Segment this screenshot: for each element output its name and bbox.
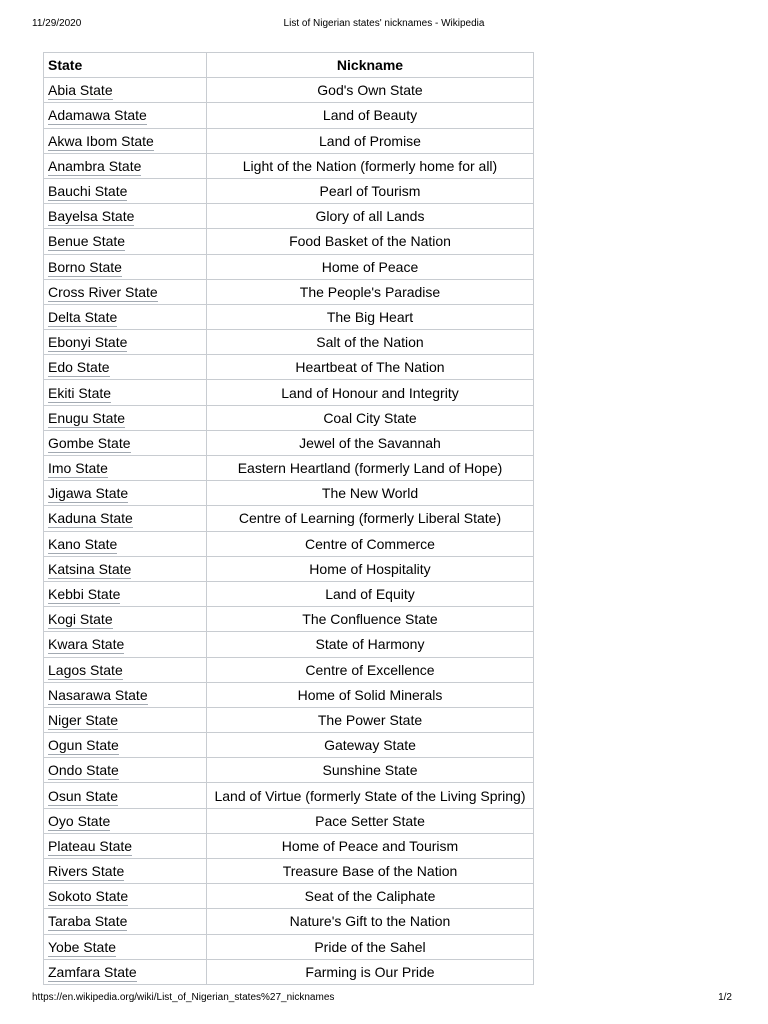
state-cell <box>44 481 207 506</box>
table-row <box>44 556 534 581</box>
table-row <box>44 456 534 481</box>
state-cell <box>44 254 207 279</box>
state-cell <box>44 607 207 632</box>
column-header-state: State <box>44 53 207 78</box>
state-cell <box>44 380 207 405</box>
state-link[interactable]: Imo State <box>48 460 108 477</box>
table-row <box>44 204 534 229</box>
nicknames-table <box>43 52 534 985</box>
table-header-row <box>44 53 534 78</box>
state-cell <box>44 103 207 128</box>
state-link[interactable]: Nasarawa State <box>48 686 148 703</box>
table-row <box>44 153 534 178</box>
nickname-cell: Centre of Commerce <box>207 531 534 556</box>
state-cell <box>44 456 207 481</box>
state-cell <box>44 78 207 103</box>
state-link[interactable]: Ebonyi State <box>48 334 128 351</box>
nickname-cell: Salt of the Nation <box>207 330 534 355</box>
table-row <box>44 279 534 304</box>
table-row <box>44 380 534 405</box>
state-cell <box>44 859 207 884</box>
state-link[interactable]: Akwa Ibom State <box>48 132 154 149</box>
table-row <box>44 808 534 833</box>
state-cell <box>44 330 207 355</box>
table-row <box>44 707 534 732</box>
nickname-cell: Gateway State <box>207 733 534 758</box>
table-row <box>44 330 534 355</box>
state-cell <box>44 632 207 657</box>
nickname-cell: Land of Honour and Integrity <box>207 380 534 405</box>
nickname-cell: Food Basket of the Nation <box>207 229 534 254</box>
state-link[interactable]: Benue State <box>48 233 126 250</box>
nickname-cell: The Big Heart <box>207 304 534 329</box>
state-cell <box>44 657 207 682</box>
state-cell <box>44 204 207 229</box>
nickname-cell: Glory of all Lands <box>207 204 534 229</box>
nickname-cell: Land of Promise <box>207 128 534 153</box>
table-row <box>44 758 534 783</box>
table-row <box>44 304 534 329</box>
state-link[interactable]: Ekiti State <box>48 384 112 401</box>
state-cell <box>44 733 207 758</box>
state-link[interactable]: Adamawa State <box>48 107 147 124</box>
state-cell <box>44 556 207 581</box>
state-link[interactable]: Kaduna State <box>48 510 133 527</box>
state-link[interactable]: Anambra State <box>48 157 142 174</box>
state-cell <box>44 355 207 380</box>
nickname-cell: Home of Hospitality <box>207 556 534 581</box>
nickname-cell: Centre of Learning (formerly Liberal State) <box>207 506 534 531</box>
nickname-cell: Jewel of the Savannah <box>207 430 534 455</box>
table-row <box>44 682 534 707</box>
table-row <box>44 909 534 934</box>
nickname-cell: Farming is Our Pride <box>207 959 534 984</box>
nickname-cell: Treasure Base of the Nation <box>207 859 534 884</box>
print-page-title: List of Nigerian states' nicknames - Wikipedia <box>283 18 485 29</box>
state-cell <box>44 884 207 909</box>
nickname-cell: Eastern Heartland (formerly Land of Hope) <box>207 456 534 481</box>
state-link[interactable]: Lagos State <box>48 661 123 678</box>
nickname-cell: Centre of Excellence <box>207 657 534 682</box>
state-link[interactable]: Niger State <box>48 711 119 728</box>
state-link[interactable]: Kano State <box>48 535 118 552</box>
table-row <box>44 833 534 858</box>
state-link[interactable]: Jigawa State <box>48 485 129 502</box>
nickname-cell: Pearl of Tourism <box>207 178 534 203</box>
state-link[interactable]: Kwara State <box>48 636 125 653</box>
table-row <box>44 430 534 455</box>
table-row <box>44 632 534 657</box>
table-row <box>44 657 534 682</box>
nickname-cell: Light of the Nation (formerly home for all) <box>207 153 534 178</box>
state-link[interactable]: Edo State <box>48 359 110 376</box>
state-cell <box>44 833 207 858</box>
table-row <box>44 254 534 279</box>
print-footer <box>0 991 768 1005</box>
state-link[interactable]: Katsina State <box>48 560 132 577</box>
page-number: 1/2 <box>718 992 732 1003</box>
state-link[interactable]: Sokoto State <box>48 888 129 905</box>
table-row <box>44 959 534 984</box>
nickname-cell: God's Own State <box>207 78 534 103</box>
state-link[interactable]: Delta State <box>48 308 118 325</box>
table-row <box>44 884 534 909</box>
table-row <box>44 783 534 808</box>
table-row <box>44 607 534 632</box>
state-cell <box>44 229 207 254</box>
state-link[interactable]: Abia State <box>48 82 113 99</box>
state-link[interactable]: Ondo State <box>48 762 119 779</box>
table-row <box>44 581 534 606</box>
nickname-cell: Home of Solid Minerals <box>207 682 534 707</box>
nickname-cell: The Confluence State <box>207 607 534 632</box>
print-header <box>0 17 768 31</box>
nickname-cell: Coal City State <box>207 405 534 430</box>
nickname-cell: Pace Setter State <box>207 808 534 833</box>
nickname-cell: The Power State <box>207 707 534 732</box>
state-link[interactable]: Rivers State <box>48 863 125 880</box>
table-row <box>44 531 534 556</box>
state-link[interactable]: Bauchi State <box>48 183 128 200</box>
state-link[interactable]: Osun State <box>48 787 119 804</box>
state-cell <box>44 909 207 934</box>
nickname-cell: Home of Peace <box>207 254 534 279</box>
state-link[interactable]: Enugu State <box>48 409 126 426</box>
table-row <box>44 103 534 128</box>
table-row <box>44 405 534 430</box>
nickname-cell: The People's Paradise <box>207 279 534 304</box>
state-cell <box>44 707 207 732</box>
nickname-cell: Sunshine State <box>207 758 534 783</box>
table-row <box>44 78 534 103</box>
state-cell <box>44 959 207 984</box>
state-cell <box>44 153 207 178</box>
nickname-cell: Seat of the Caliphate <box>207 884 534 909</box>
state-link[interactable]: Oyo State <box>48 812 111 829</box>
state-link[interactable]: Gombe State <box>48 434 131 451</box>
state-cell <box>44 934 207 959</box>
state-cell <box>44 506 207 531</box>
state-cell <box>44 531 207 556</box>
state-cell <box>44 758 207 783</box>
table-row <box>44 481 534 506</box>
table-row <box>44 355 534 380</box>
nickname-cell: Nature's Gift to the Nation <box>207 909 534 934</box>
state-cell <box>44 405 207 430</box>
table-row <box>44 859 534 884</box>
state-link[interactable]: Cross River State <box>48 283 158 300</box>
state-cell <box>44 128 207 153</box>
state-cell <box>44 430 207 455</box>
nickname-cell: Land of Beauty <box>207 103 534 128</box>
state-link[interactable]: Kebbi State <box>48 586 121 603</box>
state-cell <box>44 304 207 329</box>
state-cell <box>44 178 207 203</box>
state-link[interactable]: Zamfara State <box>48 963 137 980</box>
nickname-cell: Land of Virtue (formerly State of the Living Spring) <box>207 783 534 808</box>
state-link[interactable]: Plateau State <box>48 837 133 854</box>
nickname-cell: The New World <box>207 481 534 506</box>
table-row <box>44 229 534 254</box>
nickname-cell: State of Harmony <box>207 632 534 657</box>
nickname-cell: Land of Equity <box>207 581 534 606</box>
table-row <box>44 178 534 203</box>
table-row <box>44 506 534 531</box>
print-url: https://en.wikipedia.org/wiki/List_of_Nigerian_states%27_nicknames <box>32 992 335 1003</box>
state-link[interactable]: Bayelsa State <box>48 208 135 225</box>
state-cell <box>44 581 207 606</box>
nickname-cell: Heartbeat of The Nation <box>207 355 534 380</box>
state-link[interactable]: Borno State <box>48 258 122 275</box>
table-row <box>44 934 534 959</box>
state-cell <box>44 783 207 808</box>
state-link[interactable]: Kogi State <box>48 611 113 628</box>
nickname-cell: Home of Peace and Tourism <box>207 833 534 858</box>
print-date: 11/29/2020 <box>32 18 82 29</box>
table-body <box>44 78 534 985</box>
state-link[interactable]: Ogun State <box>48 737 119 754</box>
state-cell <box>44 682 207 707</box>
state-link[interactable]: Taraba State <box>48 913 128 930</box>
column-header-nickname: Nickname <box>207 53 534 78</box>
state-cell <box>44 808 207 833</box>
state-link[interactable]: Yobe State <box>48 938 116 955</box>
nickname-cell: Pride of the Sahel <box>207 934 534 959</box>
table-row <box>44 128 534 153</box>
table-row <box>44 733 534 758</box>
state-cell <box>44 279 207 304</box>
